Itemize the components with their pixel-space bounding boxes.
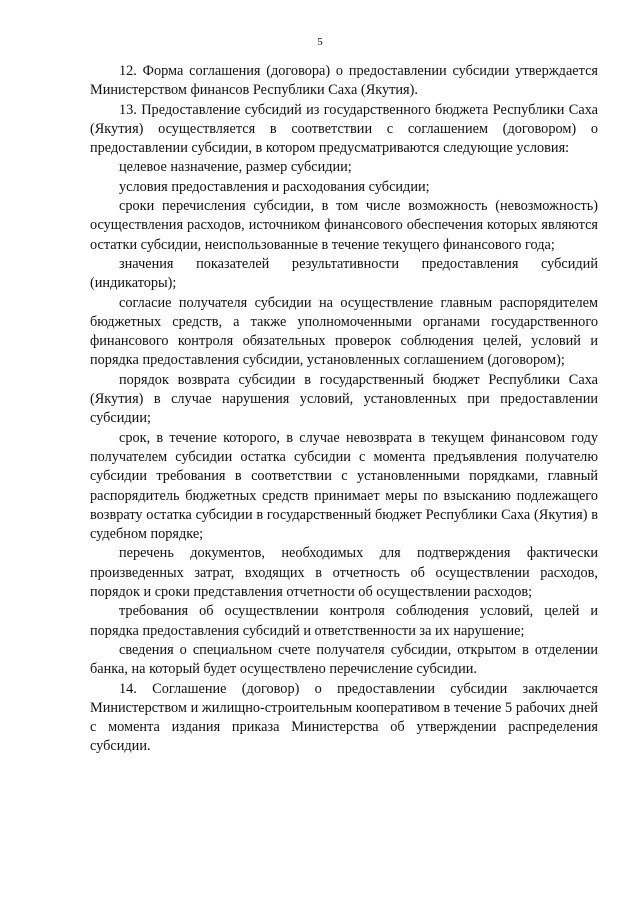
condition-control-requirements: требования об осуществлении контроля соблюдения условий, целей и порядка предоставления субсидий и ответственности за их нарушение; xyxy=(90,603,598,639)
condition-performance-indicators: значения показателей результативности предоставления субсидий (индикаторы); xyxy=(90,255,598,292)
page-number: 5 xyxy=(317,36,323,48)
condition-bank-account: сведения о специальном счете получателя субсидии, открытом в отделении банка, на который будет осуществлено перечисление субсидии. xyxy=(90,641,598,678)
condition-documents-list: перечень документов, необходимых для подтверждения фактически произведенных затрат, входящих в отчетность об осуществлении расходов, порядок и сроки представления отчетности об осуществлении расходов; xyxy=(90,545,598,601)
condition-usage-terms: условия предоставления и расходования субсидии; xyxy=(119,178,430,195)
condition-recovery-deadline: срок, в течение которого, в случае невозврата в текущем финансовом году получателем субсидии остатка субсидии с момента предъявления получателю субсидии требования в соответствии с установленными порядками, главный распорядитель бюджетных средств принимает меры по взысканию подлежащего возврату остатка субсидии в государственный бюджет Республики Саха (Якутия) в судебном порядке; xyxy=(90,429,598,543)
condition-transfer-deadlines: сроки перечисления субсидии, в том числе возможность (невозможность) осуществления расходов, источником финансового обеспечения которых являются остатки субсидии, неиспользованные в течение текущего финансового года; xyxy=(90,198,598,253)
paragraph-item-12: 12. Форма соглашения (договора) о предоставлении субсидии утверждается Министерством финансов Республики Саха (Якутия). xyxy=(90,63,598,99)
document-body xyxy=(90,62,598,757)
condition-audit-consent: согласие получателя субсидии на осуществление главным распорядителем бюджетных средств, а также уполномоченными органами государственного финансового контроля обязательных проверок соблюдения целей, условий и порядка предоставления субсидии, установленных соглашением (договором); xyxy=(90,294,598,369)
paragraph-item-13: 13. Предоставление субсидий из государственного бюджета Республики Саха (Якутия) осуществляется в соответствии с соглашением (договором) о предоставлении субсидии, в котором предусматриваются следующие условия: xyxy=(90,101,598,157)
paragraph-item-14: 14. Соглашение (договор) о предоставлении субсидии заключается Министерством и жилищно-строительным кооперативом в течение 5 рабочих дней с момента издания приказа Министерства об утверждении распределения субсидии. xyxy=(90,680,598,755)
condition-refund-procedure: порядок возврата субсидии в государственный бюджет Республики Саха (Якутия) в случае нарушения условий, установленных при предоставлении субсидии; xyxy=(90,371,598,427)
condition-target-purpose: целевое назначение, размер субсидии; xyxy=(119,159,352,176)
